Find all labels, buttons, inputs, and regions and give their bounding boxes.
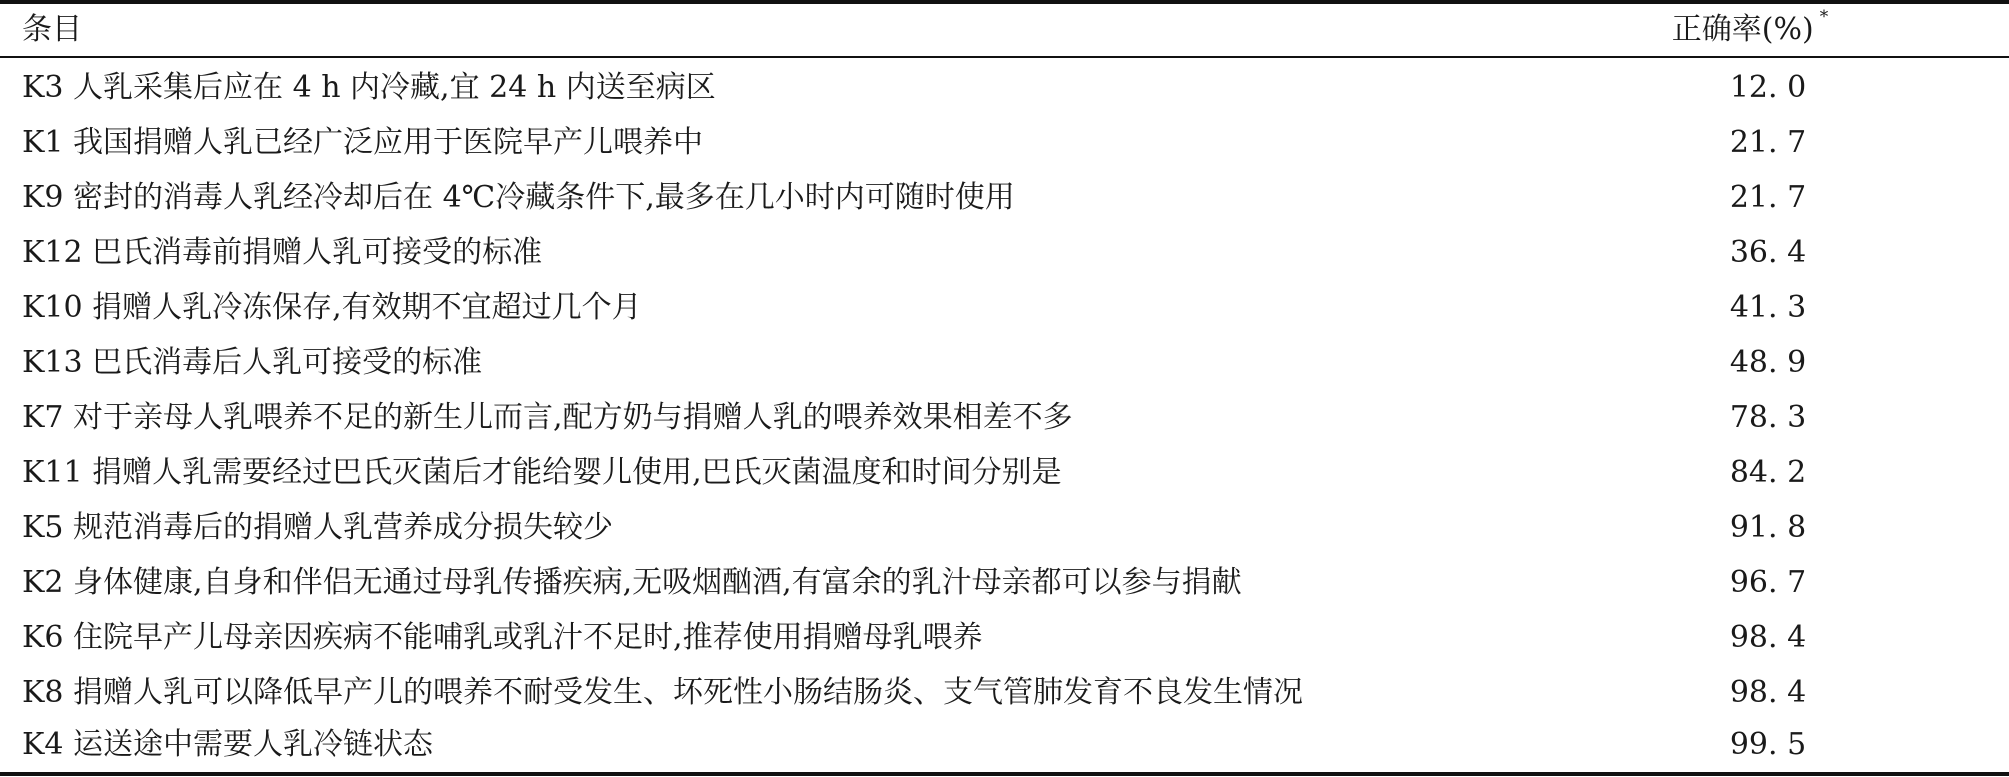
row-rate: 21. 7 bbox=[1729, 124, 1807, 160]
row-rate: 78. 3 bbox=[1729, 399, 1807, 435]
row-item: K9 密封的消毒人乳经冷却后在 4℃冷藏条件下,最多在几小时内可随时使用 bbox=[22, 179, 1015, 215]
row-rate: 21. 7 bbox=[1729, 179, 1807, 215]
row-rate: 98. 4 bbox=[1729, 619, 1807, 655]
row-item: K12 巴氏消毒前捐赠人乳可接受的标准 bbox=[22, 234, 543, 270]
row-item: K4 运送途中需要人乳冷链状态 bbox=[22, 726, 434, 762]
row-item: K3 人乳采集后应在 4 h 内冷藏,宜 24 h 内送至病区 bbox=[22, 69, 716, 105]
row-item: K13 巴氏消毒后人乳可接受的标准 bbox=[22, 344, 483, 380]
row-rate: 98. 4 bbox=[1729, 674, 1807, 710]
table-row bbox=[0, 717, 2009, 772]
row-item: K11 捐赠人乳需要经过巴氏灭菌后才能给婴儿使用,巴氏灭菌温度和时间分别是 bbox=[22, 454, 1062, 490]
table-row bbox=[0, 665, 2009, 720]
row-item: K1 我国捐赠人乳已经广泛应用于医院早产儿喂养中 bbox=[22, 124, 704, 160]
header-rate-label: 正确率(%) bbox=[1671, 12, 1814, 47]
row-item: K6 住院早产儿母亲因疾病不能哺乳或乳汁不足时,推荐使用捐赠母乳喂养 bbox=[22, 619, 983, 655]
row-rate: 12. 0 bbox=[1729, 69, 1807, 105]
table-row bbox=[0, 335, 2009, 390]
row-rate: 91. 8 bbox=[1729, 509, 1807, 545]
row-rate: 96. 7 bbox=[1729, 564, 1807, 600]
table-header bbox=[0, 4, 2009, 56]
header-rate bbox=[1650, 7, 1850, 47]
table-row bbox=[0, 445, 2009, 500]
table-row bbox=[0, 500, 2009, 555]
row-rate: 84. 2 bbox=[1729, 454, 1807, 490]
table-row bbox=[0, 280, 2009, 335]
row-rate: 48. 9 bbox=[1729, 344, 1807, 380]
header-rule bbox=[0, 56, 2009, 58]
row-item: K5 规范消毒后的捐赠人乳营养成分损失较少 bbox=[22, 509, 614, 545]
row-item: K7 对于亲母人乳喂养不足的新生儿而言,配方奶与捐赠人乳的喂养效果相差不多 bbox=[22, 399, 1073, 435]
row-item: K8 捐赠人乳可以降低早产儿的喂养不耐受发生、坏死性小肠结肠炎、支气管肺发育不良发生情况 bbox=[22, 674, 1304, 710]
table-row bbox=[0, 390, 2009, 445]
table-row bbox=[0, 225, 2009, 280]
table-row bbox=[0, 115, 2009, 170]
header-rate-footnote-mark: * bbox=[1819, 7, 1829, 27]
row-item: K2 身体健康,自身和伴侣无通过母乳传播疾病,无吸烟酗酒,有富余的乳汁母亲都可以参与捐献 bbox=[22, 564, 1242, 600]
row-item: K10 捐赠人乳冷冻保存,有效期不宜超过几个月 bbox=[22, 289, 642, 325]
table-row bbox=[0, 170, 2009, 225]
row-rate: 99. 5 bbox=[1729, 726, 1807, 762]
row-rate: 41. 3 bbox=[1729, 289, 1807, 325]
table-row bbox=[0, 60, 2009, 115]
row-rate: 36. 4 bbox=[1729, 234, 1807, 270]
bottom-rule bbox=[0, 772, 2009, 776]
table-row bbox=[0, 555, 2009, 610]
header-item: 条目 bbox=[22, 12, 82, 47]
table-row bbox=[0, 610, 2009, 665]
